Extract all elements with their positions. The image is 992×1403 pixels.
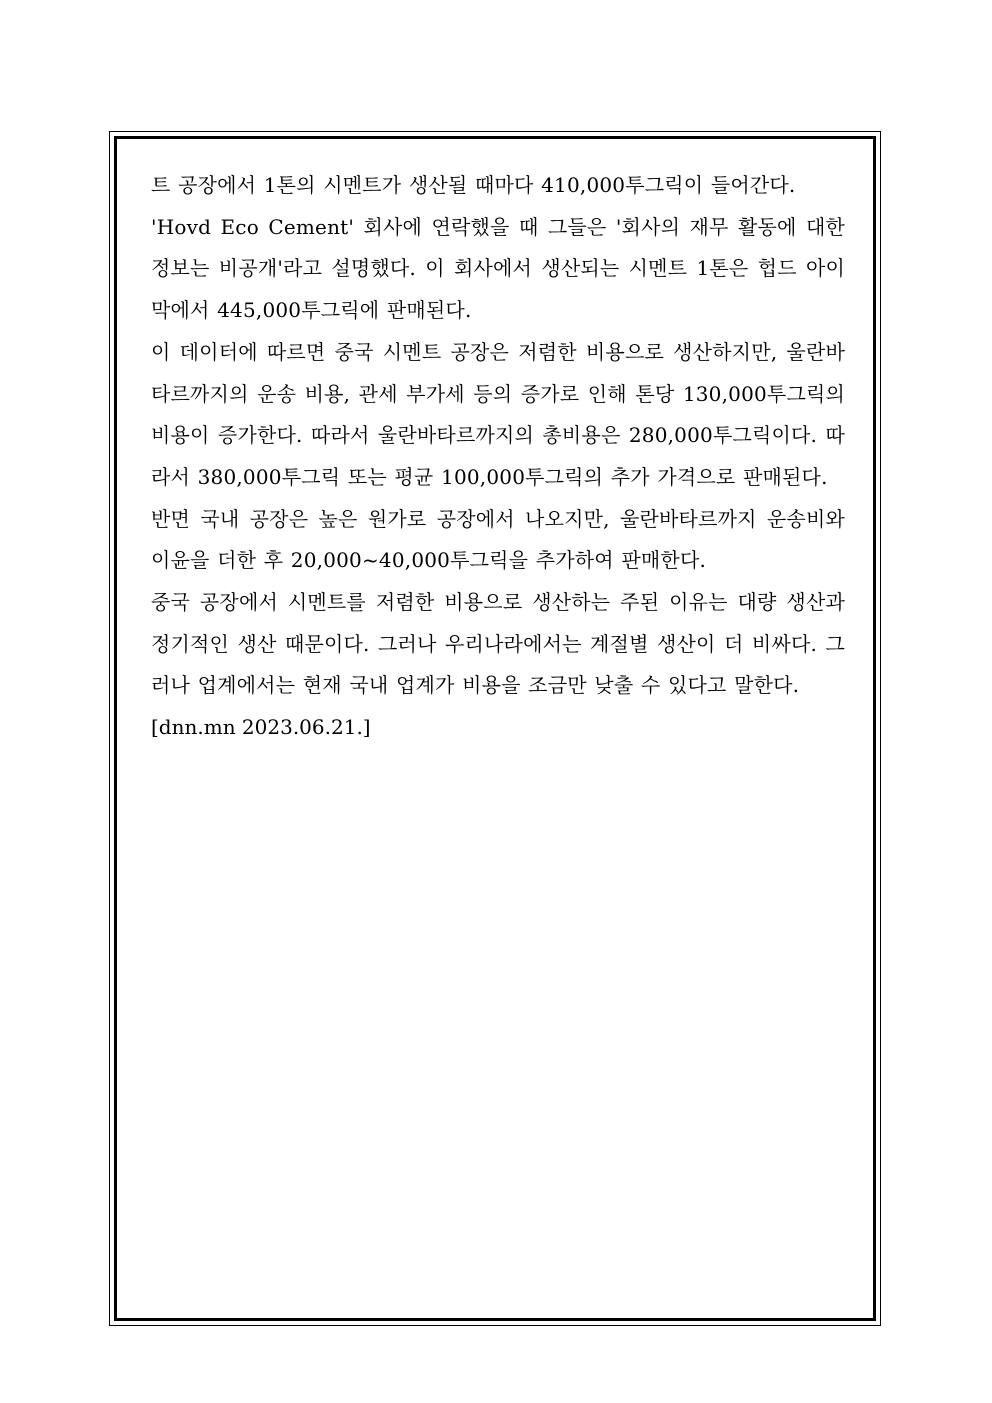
paragraph-1: 트 공장에서 1톤의 시멘트가 생산될 때마다 410,000투그릭이 들어간다. xyxy=(151,173,796,197)
paragraph-4: 반면 국내 공장은 높은 원가로 공장에서 나오지만, 울란바타르까지 운송비와 이윤을 더한 후 20,000~40,000투그릭을 추가하여 판매한다. xyxy=(151,506,845,573)
paragraph-2: 'Hovd Eco Cement' 회사에 연락했을 때 그들은 '회사의 재무 활동에 대한 정보는 비공개'라고 설명했다. 이 회사에서 생산되는 시멘트 1톤은 헙드 아이막에서 445,000투그릭에 판매된다. xyxy=(151,214,845,323)
paragraph-5: 중국 공장에서 시멘트를 저렴한 비용으로 생산하는 주된 이유는 대량 생산과 정기적인 생산 때문이다. 그러나 우리나라에서는 계절별 생산이 더 비싸다. 그러나 업계에서는 현재 국내 업계가 비용을 조금만 낮출 수 있다고 말한다. xyxy=(151,590,845,698)
page-border xyxy=(109,131,881,1326)
page-border-inner xyxy=(114,136,876,1321)
source-citation: [dnn.mn 2023.06.21.] xyxy=(151,715,371,740)
article-body xyxy=(151,165,845,749)
paragraph-3: 이 데이터에 따르면 중국 시멘트 공장은 저렴한 비용으로 생산하지만, 울란바타르까지의 운송 비용, 관세 부가세 등의 증가로 인해 톤당 130,000투그릭의 비용이 증가한다. 따라서 울란바타르까지의 총비용은 280,000투그릭이다. 따라서 380,000투그릭 또는 평균 100,000투그릭의 추가 가격으로 판매된다. xyxy=(151,339,845,489)
